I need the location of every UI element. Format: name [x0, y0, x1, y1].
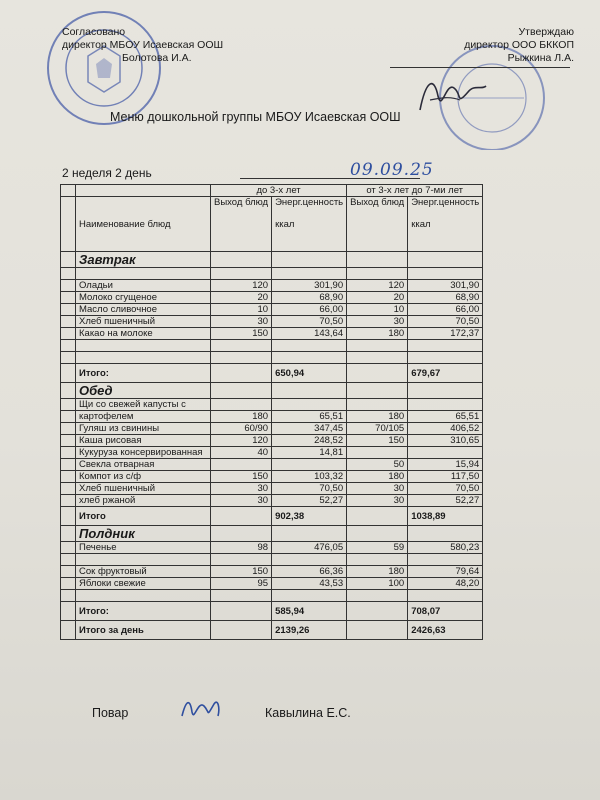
table-cell	[347, 621, 408, 640]
energy-under-3: 476,05	[272, 542, 347, 554]
energy-under-3: 347,45	[272, 423, 347, 435]
day-total-under-3: 2139,26	[272, 621, 347, 640]
table-cell	[272, 268, 347, 280]
table-cell	[61, 459, 76, 471]
table-cell	[61, 185, 76, 197]
table-cell	[347, 268, 408, 280]
yield-3-to-7	[347, 447, 408, 459]
approval-right	[464, 26, 574, 65]
yield-3-to-7: 120	[347, 280, 408, 292]
yield-under-3: 60/90	[211, 423, 272, 435]
table-cell	[61, 447, 76, 459]
dish-name: Компот из с/ф	[76, 471, 211, 483]
energy-3-to-7: 580,23	[408, 542, 483, 554]
table-cell	[61, 364, 76, 383]
section-title: Полдник	[76, 526, 211, 542]
yield-3-to-7: 70/105	[347, 423, 408, 435]
table-cell	[347, 602, 408, 621]
energy-under-3: 68,90	[272, 292, 347, 304]
yield-3-to-7: 180	[347, 566, 408, 578]
column-header-energy	[408, 197, 483, 252]
energy-3-to-7	[408, 399, 483, 411]
table-cell	[76, 340, 211, 352]
table-cell	[347, 383, 408, 399]
cook-signature	[178, 694, 222, 724]
table-cell	[61, 507, 76, 526]
table-row	[61, 292, 483, 304]
yield-under-3: 30	[211, 316, 272, 328]
table-cell	[272, 340, 347, 352]
table-cell	[347, 340, 408, 352]
table-cell	[61, 554, 76, 566]
table-cell	[272, 383, 347, 399]
yield-3-to-7: 50	[347, 459, 408, 471]
energy-label: Энерг.ценность	[275, 197, 344, 208]
section-total-under-3: 902,38	[272, 507, 347, 526]
table-cell	[211, 621, 272, 640]
yield-3-to-7: 10	[347, 304, 408, 316]
page-title: Меню дошкольной группы МБОУ Исаевская ООШ	[110, 110, 401, 124]
yield-3-to-7: 180	[347, 471, 408, 483]
table-cell	[76, 268, 211, 280]
dish-name: картофелем	[76, 411, 211, 423]
table-cell	[61, 304, 76, 316]
yield-under-3: 95	[211, 578, 272, 590]
energy-3-to-7: 301,90	[408, 280, 483, 292]
energy-3-to-7: 48,20	[408, 578, 483, 590]
energy-under-3: 66,00	[272, 304, 347, 316]
energy-3-to-7: 68,90	[408, 292, 483, 304]
table-row	[61, 328, 483, 340]
table-cell	[408, 383, 483, 399]
age-group-3-to-7: от 3-х лет до 7-ми лет	[347, 185, 483, 197]
table-cell	[61, 197, 76, 252]
yield-3-to-7: 30	[347, 495, 408, 507]
table-cell	[408, 352, 483, 364]
table-row	[61, 268, 483, 280]
table-row	[61, 280, 483, 292]
table-cell	[408, 340, 483, 352]
table-cell	[61, 252, 76, 268]
table-cell	[61, 280, 76, 292]
table-cell	[61, 590, 76, 602]
table-row	[61, 471, 483, 483]
table-cell	[61, 316, 76, 328]
table-cell	[211, 340, 272, 352]
cook-label: Повар	[92, 706, 129, 720]
table-cell	[272, 554, 347, 566]
section-total-3-to-7: 708,07	[408, 602, 483, 621]
table-cell	[272, 590, 347, 602]
approval-right-line: Утверждаю	[518, 26, 574, 38]
energy-unit: ккал	[275, 219, 295, 230]
section-total-3-to-7: 1038,89	[408, 507, 483, 526]
table-cell	[61, 621, 76, 640]
table-cell	[61, 602, 76, 621]
table-cell	[408, 268, 483, 280]
table-row	[61, 542, 483, 554]
energy-3-to-7: 15,94	[408, 459, 483, 471]
week-day-label: 2 неделя 2 день	[62, 166, 152, 180]
table-cell	[408, 526, 483, 542]
yield-under-3: 150	[211, 471, 272, 483]
table-row	[61, 578, 483, 590]
approval-left	[62, 26, 223, 65]
dish-name: Сок фруктовый	[76, 566, 211, 578]
cook-name: Кавылина Е.С.	[265, 706, 351, 720]
section-header-row	[61, 383, 483, 399]
table-cell	[61, 526, 76, 542]
table-cell	[61, 542, 76, 554]
energy-3-to-7: 70,50	[408, 483, 483, 495]
yield-under-3: 180	[211, 411, 272, 423]
table-cell	[272, 526, 347, 542]
energy-under-3: 43,53	[272, 578, 347, 590]
yield-under-3: 150	[211, 328, 272, 340]
yield-under-3	[211, 399, 272, 411]
section-total-under-3: 585,94	[272, 602, 347, 621]
table-cell	[61, 328, 76, 340]
table-cell	[408, 590, 483, 602]
section-header-row	[61, 252, 483, 268]
yield-under-3: 10	[211, 304, 272, 316]
table-cell	[211, 383, 272, 399]
table-cell	[347, 554, 408, 566]
table-cell	[61, 483, 76, 495]
table-cell	[61, 471, 76, 483]
section-total-row	[61, 507, 483, 526]
table-cell	[347, 526, 408, 542]
approval-left-line: директор МБОУ Исаевская ООШ	[62, 39, 224, 51]
table-cell	[61, 383, 76, 399]
dish-name: Оладьи	[76, 280, 211, 292]
signature-line	[390, 67, 570, 68]
table-cell	[211, 507, 272, 526]
yield-under-3: 30	[211, 495, 272, 507]
approval-left-line: Болотова И.А.	[122, 52, 192, 64]
section-title: Завтрак	[76, 252, 211, 268]
table-cell	[76, 590, 211, 602]
energy-under-3: 143,64	[272, 328, 347, 340]
energy-3-to-7: 70,50	[408, 316, 483, 328]
table-cell	[211, 252, 272, 268]
section-total-label: Итого	[76, 507, 211, 526]
table-cell	[408, 252, 483, 268]
energy-under-3	[272, 459, 347, 471]
energy-3-to-7: 172,37	[408, 328, 483, 340]
energy-3-to-7: 52,27	[408, 495, 483, 507]
table-cell	[211, 352, 272, 364]
energy-3-to-7: 79,64	[408, 566, 483, 578]
section-total-row	[61, 602, 483, 621]
energy-3-to-7: 310,65	[408, 435, 483, 447]
dish-name: Печенье	[76, 542, 211, 554]
yield-under-3	[211, 459, 272, 471]
column-header-yield: Выход блюд	[211, 197, 272, 252]
section-header-row	[61, 526, 483, 542]
energy-under-3	[272, 399, 347, 411]
dish-name: Яблоки свежие	[76, 578, 211, 590]
approval-left-line: Согласовано	[62, 26, 126, 38]
energy-3-to-7: 65,51	[408, 411, 483, 423]
dish-name: Кукуруза консервированная	[76, 447, 211, 459]
energy-3-to-7: 66,00	[408, 304, 483, 316]
dish-name: Свекла отварная	[76, 459, 211, 471]
table-cell	[61, 399, 76, 411]
table-cell	[347, 252, 408, 268]
table-cell	[347, 590, 408, 602]
table-cell	[61, 340, 76, 352]
table-row	[61, 411, 483, 423]
table-row	[61, 483, 483, 495]
energy-under-3: 66,36	[272, 566, 347, 578]
section-total-3-to-7: 679,67	[408, 364, 483, 383]
energy-under-3: 301,90	[272, 280, 347, 292]
table-row	[61, 566, 483, 578]
energy-under-3: 70,50	[272, 316, 347, 328]
date-underline	[240, 178, 420, 179]
energy-under-3: 65,51	[272, 411, 347, 423]
age-group-under-3: до 3-х лет	[211, 185, 347, 197]
section-total-label: Итого:	[76, 364, 211, 383]
table-cell	[76, 185, 211, 197]
approval-right-line: Рыжкина Л.А.	[507, 52, 574, 64]
section-total-under-3: 650,94	[272, 364, 347, 383]
yield-under-3: 120	[211, 280, 272, 292]
day-total-label: Итого за день	[76, 621, 211, 640]
table-cell	[76, 352, 211, 364]
table-row	[61, 423, 483, 435]
energy-under-3: 52,27	[272, 495, 347, 507]
yield-3-to-7	[347, 399, 408, 411]
energy-under-3: 103,32	[272, 471, 347, 483]
yield-3-to-7: 30	[347, 316, 408, 328]
table-row	[61, 590, 483, 602]
age-group-header-row	[61, 185, 483, 197]
section-total-label: Итого:	[76, 602, 211, 621]
table-row	[61, 447, 483, 459]
column-header-yield: Выход блюд	[347, 197, 408, 252]
energy-unit: ккал	[411, 219, 431, 230]
dish-name: Масло сливочное	[76, 304, 211, 316]
table-row	[61, 495, 483, 507]
yield-under-3: 30	[211, 483, 272, 495]
yield-3-to-7: 180	[347, 411, 408, 423]
handwritten-date: 09.09.25	[350, 160, 434, 180]
table-cell	[211, 526, 272, 542]
energy-3-to-7: 117,50	[408, 471, 483, 483]
column-header-row	[61, 197, 483, 252]
table-row	[61, 399, 483, 411]
day-total-3-to-7: 2426,63	[408, 621, 483, 640]
dish-name: Каша рисовая	[76, 435, 211, 447]
energy-under-3: 14,81	[272, 447, 347, 459]
table-cell	[211, 364, 272, 383]
yield-3-to-7: 59	[347, 542, 408, 554]
table-row	[61, 352, 483, 364]
director-signature	[412, 70, 492, 120]
column-header-energy	[272, 197, 347, 252]
dish-name: Хлеб пшеничный	[76, 316, 211, 328]
table-cell	[347, 352, 408, 364]
dish-name: Щи со свежей капусты с	[76, 399, 211, 411]
yield-under-3: 120	[211, 435, 272, 447]
table-cell	[211, 268, 272, 280]
yield-3-to-7: 150	[347, 435, 408, 447]
yield-under-3: 150	[211, 566, 272, 578]
table-cell	[61, 495, 76, 507]
menu-table	[60, 184, 483, 640]
energy-under-3: 248,52	[272, 435, 347, 447]
yield-3-to-7: 30	[347, 483, 408, 495]
table-row	[61, 435, 483, 447]
table-cell	[347, 507, 408, 526]
table-row	[61, 459, 483, 471]
table-cell	[211, 590, 272, 602]
table-cell	[61, 411, 76, 423]
table-cell	[272, 352, 347, 364]
dish-name: Хлеб пшеничный	[76, 483, 211, 495]
table-cell	[272, 252, 347, 268]
day-total-row	[61, 621, 483, 640]
menu-body	[61, 252, 483, 640]
table-cell	[61, 352, 76, 364]
yield-3-to-7: 20	[347, 292, 408, 304]
table-cell	[347, 364, 408, 383]
energy-under-3: 70,50	[272, 483, 347, 495]
dish-name: Какао на молоке	[76, 328, 211, 340]
section-total-row	[61, 364, 483, 383]
table-cell	[61, 578, 76, 590]
table-cell	[61, 566, 76, 578]
table-cell	[61, 435, 76, 447]
dish-name: Молоко сгущеное	[76, 292, 211, 304]
table-cell	[61, 268, 76, 280]
table-cell	[211, 554, 272, 566]
table-row	[61, 554, 483, 566]
table-row	[61, 340, 483, 352]
dish-name: хлеб ржаной	[76, 495, 211, 507]
energy-label: Энерг.ценность	[411, 197, 480, 208]
yield-under-3: 20	[211, 292, 272, 304]
table-cell	[211, 602, 272, 621]
yield-3-to-7: 100	[347, 578, 408, 590]
column-header-name: Наименование блюд	[76, 197, 211, 252]
table-row	[61, 304, 483, 316]
table-cell	[61, 423, 76, 435]
dish-name: Гуляш из свинины	[76, 423, 211, 435]
energy-3-to-7	[408, 447, 483, 459]
yield-under-3: 98	[211, 542, 272, 554]
table-cell	[408, 554, 483, 566]
table-cell	[61, 292, 76, 304]
approval-right-line: директор ООО БККОП	[464, 39, 574, 51]
energy-3-to-7: 406,52	[408, 423, 483, 435]
yield-under-3: 40	[211, 447, 272, 459]
yield-3-to-7: 180	[347, 328, 408, 340]
table-row	[61, 316, 483, 328]
table-cell	[76, 554, 211, 566]
section-title: Обед	[76, 383, 211, 399]
